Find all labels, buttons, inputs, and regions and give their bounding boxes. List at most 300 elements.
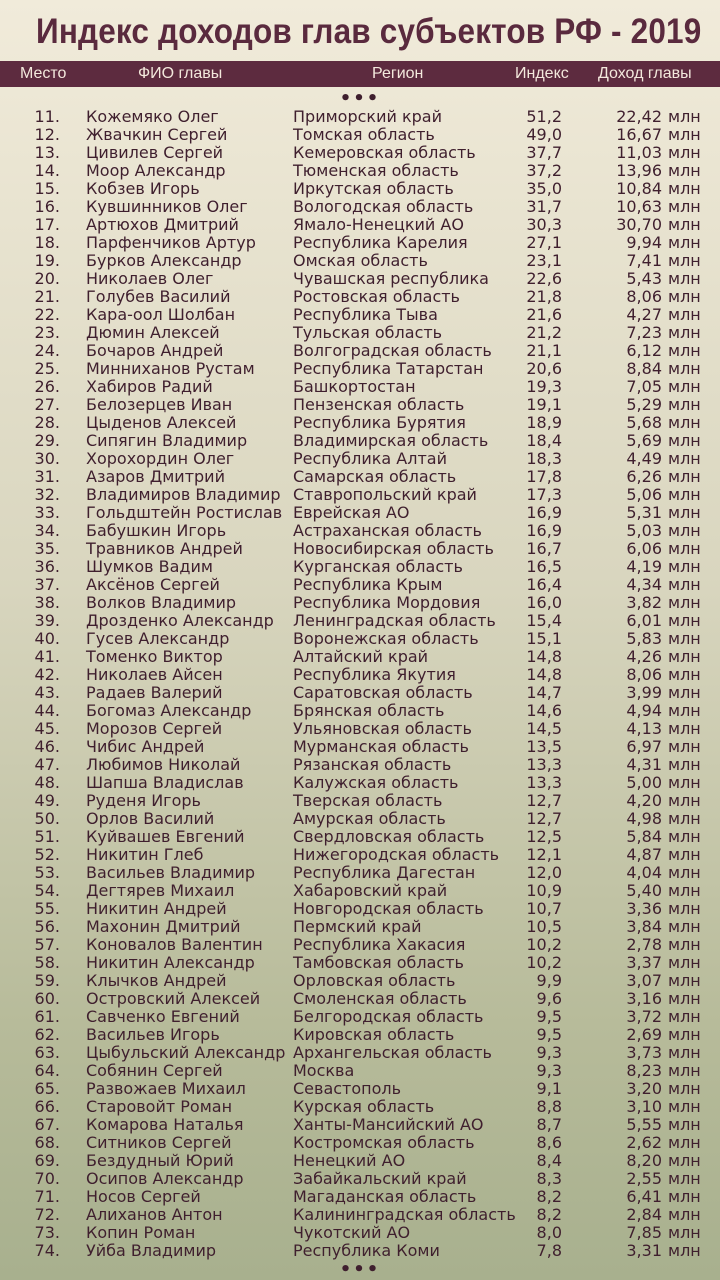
income-cell: 22,42 <box>616 107 662 126</box>
income-cell: 5,31 <box>626 503 662 522</box>
table-row <box>0 1008 720 1026</box>
index-cell: 22,6 <box>526 269 562 288</box>
name-cell: Махонин Дмитрий <box>86 917 241 936</box>
index-cell: 9,6 <box>536 989 562 1008</box>
name-cell: Савченко Евгений <box>86 1007 240 1026</box>
name-cell: Ситников Сергей <box>86 1133 232 1152</box>
unit-cell: млн <box>668 557 701 576</box>
unit-cell: млн <box>668 359 701 378</box>
table-row <box>0 270 720 288</box>
index-cell: 9,5 <box>536 1007 562 1026</box>
table-row <box>0 648 720 666</box>
unit-cell: млн <box>668 1205 701 1224</box>
unit-cell: млн <box>668 917 701 936</box>
unit-cell: млн <box>668 179 701 198</box>
name-cell: Богомаз Александр <box>86 701 252 720</box>
income-cell: 3,37 <box>626 953 662 972</box>
rank-cell: 25. <box>34 359 60 378</box>
rank-cell: 12. <box>34 125 60 144</box>
rank-cell: 74. <box>34 1241 60 1260</box>
income-cell: 7,05 <box>626 377 662 396</box>
rank-cell: 73. <box>34 1223 60 1242</box>
index-cell: 10,5 <box>526 917 562 936</box>
region-cell: Тамбовская область <box>293 953 464 972</box>
rank-cell: 52. <box>34 845 60 864</box>
index-cell: 13,5 <box>526 737 562 756</box>
ellipsis-bottom: ••• <box>339 1259 381 1280</box>
name-cell: Морозов Сергей <box>86 719 223 738</box>
rank-cell: 31. <box>34 467 60 486</box>
header-name: ФИО главы <box>138 65 223 82</box>
name-cell: Собянин Сергей <box>86 1061 223 1080</box>
region-cell: Новгородская область <box>293 899 484 918</box>
region-cell: Свердловская область <box>293 827 485 846</box>
income-cell: 3,99 <box>626 683 662 702</box>
income-cell: 5,83 <box>626 629 662 648</box>
name-cell: Волков Владимир <box>86 593 237 612</box>
income-cell: 6,97 <box>626 737 662 756</box>
table-row <box>0 720 720 738</box>
name-cell: Куйвашев Евгений <box>86 827 245 846</box>
unit-cell: млн <box>668 1169 701 1188</box>
name-cell: Аксёнов Сергей <box>86 575 220 594</box>
region-cell: Саратовская область <box>293 683 473 702</box>
rank-cell: 34. <box>34 521 60 540</box>
unit-cell: млн <box>668 881 701 900</box>
table-row <box>0 1062 720 1080</box>
name-cell: Носов Сергей <box>86 1187 201 1206</box>
unit-cell: млн <box>668 449 701 468</box>
income-cell: 3,20 <box>626 1079 662 1098</box>
unit-cell: млн <box>668 1187 701 1206</box>
unit-cell: млн <box>668 413 701 432</box>
rank-cell: 29. <box>34 431 60 450</box>
unit-cell: млн <box>668 719 701 738</box>
ranking-table <box>0 108 720 1260</box>
table-header <box>0 61 720 87</box>
name-cell: Голубев Василий <box>86 287 231 306</box>
unit-cell: млн <box>668 1061 701 1080</box>
page-title: Индекс доходов глав субъектов РФ - 2019 <box>36 12 702 51</box>
region-cell: Кемеровская область <box>293 143 476 162</box>
region-cell: Республика Карелия <box>293 233 468 252</box>
table-row <box>0 486 720 504</box>
income-cell: 5,69 <box>626 431 662 450</box>
income-cell: 3,07 <box>626 971 662 990</box>
table-row <box>0 738 720 756</box>
table-row <box>0 828 720 846</box>
region-cell: Брянская область <box>293 701 445 720</box>
unit-cell: млн <box>668 377 701 396</box>
index-cell: 10,2 <box>526 953 562 972</box>
income-cell: 3,73 <box>626 1043 662 1062</box>
name-cell: Чибис Андрей <box>86 737 205 756</box>
name-cell: Старовойт Роман <box>86 1097 233 1116</box>
index-cell: 8,8 <box>536 1097 562 1116</box>
table-row <box>0 162 720 180</box>
rank-cell: 66. <box>34 1097 60 1116</box>
table-row <box>0 594 720 612</box>
income-cell: 5,40 <box>626 881 662 900</box>
name-cell: Николаев Айсен <box>86 665 223 684</box>
region-cell: Костромская область <box>293 1133 475 1152</box>
rank-cell: 21. <box>34 287 60 306</box>
region-cell: Ханты-Мансийский АО <box>293 1115 484 1134</box>
unit-cell: млн <box>668 773 701 792</box>
rank-cell: 11. <box>34 107 60 126</box>
name-cell: Коновалов Валентин <box>86 935 263 954</box>
table-row <box>0 1242 720 1260</box>
rank-cell: 15. <box>34 179 60 198</box>
rank-cell: 13. <box>34 143 60 162</box>
region-cell: Республика Хакасия <box>293 935 466 954</box>
rank-cell: 51. <box>34 827 60 846</box>
name-cell: Развожаев Михаил <box>86 1079 246 1098</box>
unit-cell: млн <box>668 1025 701 1044</box>
table-row <box>0 756 720 774</box>
rank-cell: 17. <box>34 215 60 234</box>
index-cell: 8,4 <box>536 1151 562 1170</box>
unit-cell: млн <box>668 575 701 594</box>
table-row <box>0 540 720 558</box>
name-cell: Азаров Дмитрий <box>86 467 225 486</box>
table-row <box>0 846 720 864</box>
region-cell: Иркутская область <box>293 179 454 198</box>
unit-cell: млн <box>668 107 701 126</box>
region-cell: Архангельская область <box>293 1043 492 1062</box>
region-cell: Ростовская область <box>293 287 460 306</box>
table-row <box>0 1134 720 1152</box>
region-cell: Калужская область <box>293 773 459 792</box>
unit-cell: млн <box>668 539 701 558</box>
unit-cell: млн <box>668 935 701 954</box>
index-cell: 10,9 <box>526 881 562 900</box>
name-cell: Алиханов Антон <box>86 1205 223 1224</box>
region-cell: Мурманская область <box>293 737 469 756</box>
name-cell: Никитин Глеб <box>86 845 204 864</box>
income-cell: 2,78 <box>626 935 662 954</box>
unit-cell: млн <box>668 845 701 864</box>
region-cell: Новосибирская область <box>293 539 494 558</box>
table-row <box>0 1026 720 1044</box>
rank-cell: 62. <box>34 1025 60 1044</box>
name-cell: Осипов Александр <box>86 1169 244 1188</box>
unit-cell: млн <box>668 1079 701 1098</box>
income-cell: 8,23 <box>626 1061 662 1080</box>
income-cell: 5,03 <box>626 521 662 540</box>
name-cell: Бочаров Андрей <box>86 341 224 360</box>
index-cell: 21,6 <box>526 305 562 324</box>
region-cell: Республика Дагестан <box>293 863 476 882</box>
table-row <box>0 180 720 198</box>
rank-cell: 28. <box>34 413 60 432</box>
index-cell: 13,3 <box>526 755 562 774</box>
rank-cell: 55. <box>34 899 60 918</box>
index-cell: 12,7 <box>526 791 562 810</box>
income-cell: 7,85 <box>626 1223 662 1242</box>
index-cell: 9,5 <box>536 1025 562 1044</box>
rank-cell: 26. <box>34 377 60 396</box>
index-cell: 21,8 <box>526 287 562 306</box>
header-region: Регион <box>372 65 424 82</box>
unit-cell: млн <box>668 701 701 720</box>
index-cell: 8,2 <box>536 1187 562 1206</box>
index-cell: 30,3 <box>526 215 562 234</box>
income-cell: 5,55 <box>626 1115 662 1134</box>
rank-cell: 61. <box>34 1007 60 1026</box>
region-cell: Республика Якутия <box>293 665 456 684</box>
income-cell: 9,94 <box>626 233 662 252</box>
region-cell: Ленинградская область <box>293 611 496 630</box>
name-cell: Никитин Александр <box>86 953 255 972</box>
index-cell: 16,4 <box>526 575 562 594</box>
region-cell: Волгоградская область <box>293 341 492 360</box>
unit-cell: млн <box>668 467 701 486</box>
name-cell: Моор Александр <box>86 161 226 180</box>
index-cell: 19,1 <box>526 395 562 414</box>
region-cell: Чукотский АО <box>293 1223 411 1242</box>
table-row <box>0 198 720 216</box>
rank-cell: 41. <box>34 647 60 666</box>
unit-cell: млн <box>668 791 701 810</box>
table-row <box>0 1098 720 1116</box>
income-cell: 4,19 <box>626 557 662 576</box>
name-cell: Копин Роман <box>86 1223 196 1242</box>
region-cell: Москва <box>293 1061 355 1080</box>
rank-cell: 72. <box>34 1205 60 1224</box>
income-cell: 5,29 <box>626 395 662 414</box>
rank-cell: 18. <box>34 233 60 252</box>
table-row <box>0 1044 720 1062</box>
index-cell: 15,4 <box>526 611 562 630</box>
index-cell: 13,3 <box>526 773 562 792</box>
table-row <box>0 1152 720 1170</box>
rank-cell: 46. <box>34 737 60 756</box>
region-cell: Республика Алтай <box>293 449 447 468</box>
name-cell: Цыденов Алексей <box>86 413 237 432</box>
name-cell: Минниханов Рустам <box>86 359 255 378</box>
income-cell: 6,26 <box>626 467 662 486</box>
rank-cell: 27. <box>34 395 60 414</box>
table-row <box>0 990 720 1008</box>
rank-cell: 38. <box>34 593 60 612</box>
table-row <box>0 954 720 972</box>
index-cell: 14,7 <box>526 683 562 702</box>
unit-cell: млн <box>668 971 701 990</box>
income-cell: 7,23 <box>626 323 662 342</box>
rank-cell: 50. <box>34 809 60 828</box>
region-cell: Республика Татарстан <box>293 359 484 378</box>
table-row <box>0 972 720 990</box>
table-row <box>0 1206 720 1224</box>
unit-cell: млн <box>668 485 701 504</box>
region-cell: Томская область <box>293 125 435 144</box>
income-cell: 5,68 <box>626 413 662 432</box>
table-row <box>0 1080 720 1098</box>
name-cell: Гольдштейн Ростислав <box>86 503 283 522</box>
rank-cell: 47. <box>34 755 60 774</box>
rank-cell: 58. <box>34 953 60 972</box>
rank-cell: 35. <box>34 539 60 558</box>
table-row <box>0 576 720 594</box>
unit-cell: млн <box>668 611 701 630</box>
unit-cell: млн <box>668 251 701 270</box>
income-cell: 3,84 <box>626 917 662 936</box>
table-row <box>0 450 720 468</box>
region-cell: Самарская область <box>293 467 457 486</box>
name-cell: Хорохордин Олег <box>86 449 235 468</box>
rank-cell: 57. <box>34 935 60 954</box>
name-cell: Владимиров Владимир <box>86 485 281 504</box>
index-cell: 10,2 <box>526 935 562 954</box>
table-row <box>0 288 720 306</box>
rank-cell: 20. <box>34 269 60 288</box>
table-row <box>0 414 720 432</box>
income-cell: 10,63 <box>616 197 662 216</box>
table-row <box>0 324 720 342</box>
income-cell: 6,06 <box>626 539 662 558</box>
region-cell: Еврейская АО <box>293 503 410 522</box>
index-cell: 14,8 <box>526 665 562 684</box>
table-row <box>0 1116 720 1134</box>
name-cell: Бурков Александр <box>86 251 242 270</box>
rank-cell: 30. <box>34 449 60 468</box>
index-cell: 9,9 <box>536 971 562 990</box>
index-cell: 12,5 <box>526 827 562 846</box>
unit-cell: млн <box>668 503 701 522</box>
region-cell: Алтайский край <box>293 647 429 666</box>
rank-cell: 68. <box>34 1133 60 1152</box>
rank-cell: 42. <box>34 665 60 684</box>
income-cell: 4,87 <box>626 845 662 864</box>
unit-cell: млн <box>668 755 701 774</box>
region-cell: Воронежская область <box>293 629 479 648</box>
income-cell: 5,84 <box>626 827 662 846</box>
index-cell: 16,9 <box>526 503 562 522</box>
name-cell: Васильев Игорь <box>86 1025 220 1044</box>
region-cell: Хабаровский край <box>293 881 448 900</box>
region-cell: Орловская область <box>293 971 456 990</box>
region-cell: Республика Бурятия <box>293 413 466 432</box>
unit-cell: млн <box>668 1115 701 1134</box>
table-row <box>0 432 720 450</box>
ellipsis-top: ••• <box>339 88 381 109</box>
name-cell: Кувшинников Олег <box>86 197 248 216</box>
region-cell: Республика Тыва <box>293 305 438 324</box>
income-cell: 7,41 <box>626 251 662 270</box>
table-row <box>0 900 720 918</box>
region-cell: Тверская область <box>293 791 443 810</box>
rank-cell: 33. <box>34 503 60 522</box>
index-cell: 17,8 <box>526 467 562 486</box>
region-cell: Севастополь <box>293 1079 402 1098</box>
rank-cell: 37. <box>34 575 60 594</box>
table-row <box>0 360 720 378</box>
name-cell: Шапша Владислав <box>86 773 244 792</box>
table-row <box>0 1170 720 1188</box>
table-row <box>0 1188 720 1206</box>
income-cell: 4,27 <box>626 305 662 324</box>
index-cell: 19,3 <box>526 377 562 396</box>
table-row <box>0 378 720 396</box>
region-cell: Ненецкий АО <box>293 1151 406 1170</box>
income-cell: 11,03 <box>616 143 662 162</box>
index-cell: 10,7 <box>526 899 562 918</box>
unit-cell: млн <box>668 665 701 684</box>
unit-cell: млн <box>668 737 701 756</box>
income-cell: 4,26 <box>626 647 662 666</box>
index-cell: 16,0 <box>526 593 562 612</box>
table-row <box>0 666 720 684</box>
name-cell: Белозерцев Иван <box>86 395 233 414</box>
region-cell: Ульяновская область <box>293 719 472 738</box>
header-rank: Место <box>20 65 67 82</box>
rank-cell: 54. <box>34 881 60 900</box>
income-cell: 4,94 <box>626 701 662 720</box>
name-cell: Кобзев Игорь <box>86 179 200 198</box>
name-cell: Николаев Олег <box>86 269 214 288</box>
name-cell: Кожемяко Олег <box>86 107 219 126</box>
name-cell: Дюмин Алексей <box>86 323 220 342</box>
region-cell: Астраханская область <box>293 521 482 540</box>
table-row <box>0 1224 720 1242</box>
index-cell: 21,2 <box>526 323 562 342</box>
rank-cell: 43. <box>34 683 60 702</box>
income-cell: 13,96 <box>616 161 662 180</box>
index-cell: 9,1 <box>536 1079 562 1098</box>
name-cell: Любимов Николай <box>86 755 241 774</box>
income-cell: 10,84 <box>616 179 662 198</box>
unit-cell: млн <box>668 683 701 702</box>
region-cell: Курская область <box>293 1097 435 1116</box>
region-cell: Смоленская область <box>293 989 467 1008</box>
table-row <box>0 684 720 702</box>
table-row <box>0 126 720 144</box>
region-cell: Чувашская республика <box>293 269 489 288</box>
unit-cell: млн <box>668 1223 701 1242</box>
index-cell: 8,3 <box>536 1169 562 1188</box>
region-cell: Рязанская область <box>293 755 452 774</box>
index-cell: 37,7 <box>526 143 562 162</box>
rank-cell: 48. <box>34 773 60 792</box>
unit-cell: млн <box>668 899 701 918</box>
income-cell: 6,12 <box>626 341 662 360</box>
unit-cell: млн <box>668 809 701 828</box>
income-cell: 3,82 <box>626 593 662 612</box>
unit-cell: млн <box>668 629 701 648</box>
income-cell: 3,36 <box>626 899 662 918</box>
income-cell: 4,98 <box>626 809 662 828</box>
unit-cell: млн <box>668 953 701 972</box>
name-cell: Парфенчиков Артур <box>86 233 256 252</box>
income-cell: 8,06 <box>626 287 662 306</box>
region-cell: Пермский край <box>293 917 422 936</box>
unit-cell: млн <box>668 1151 701 1170</box>
rank-cell: 16. <box>34 197 60 216</box>
income-cell: 4,20 <box>626 791 662 810</box>
unit-cell: млн <box>668 863 701 882</box>
income-cell: 4,04 <box>626 863 662 882</box>
name-cell: Никитин Андрей <box>86 899 227 918</box>
region-cell: Республика Мордовия <box>293 593 481 612</box>
rank-cell: 53. <box>34 863 60 882</box>
table-row <box>0 630 720 648</box>
unit-cell: млн <box>668 161 701 180</box>
income-cell: 2,62 <box>626 1133 662 1152</box>
unit-cell: млн <box>668 1133 701 1152</box>
index-cell: 18,9 <box>526 413 562 432</box>
index-cell: 20,6 <box>526 359 562 378</box>
